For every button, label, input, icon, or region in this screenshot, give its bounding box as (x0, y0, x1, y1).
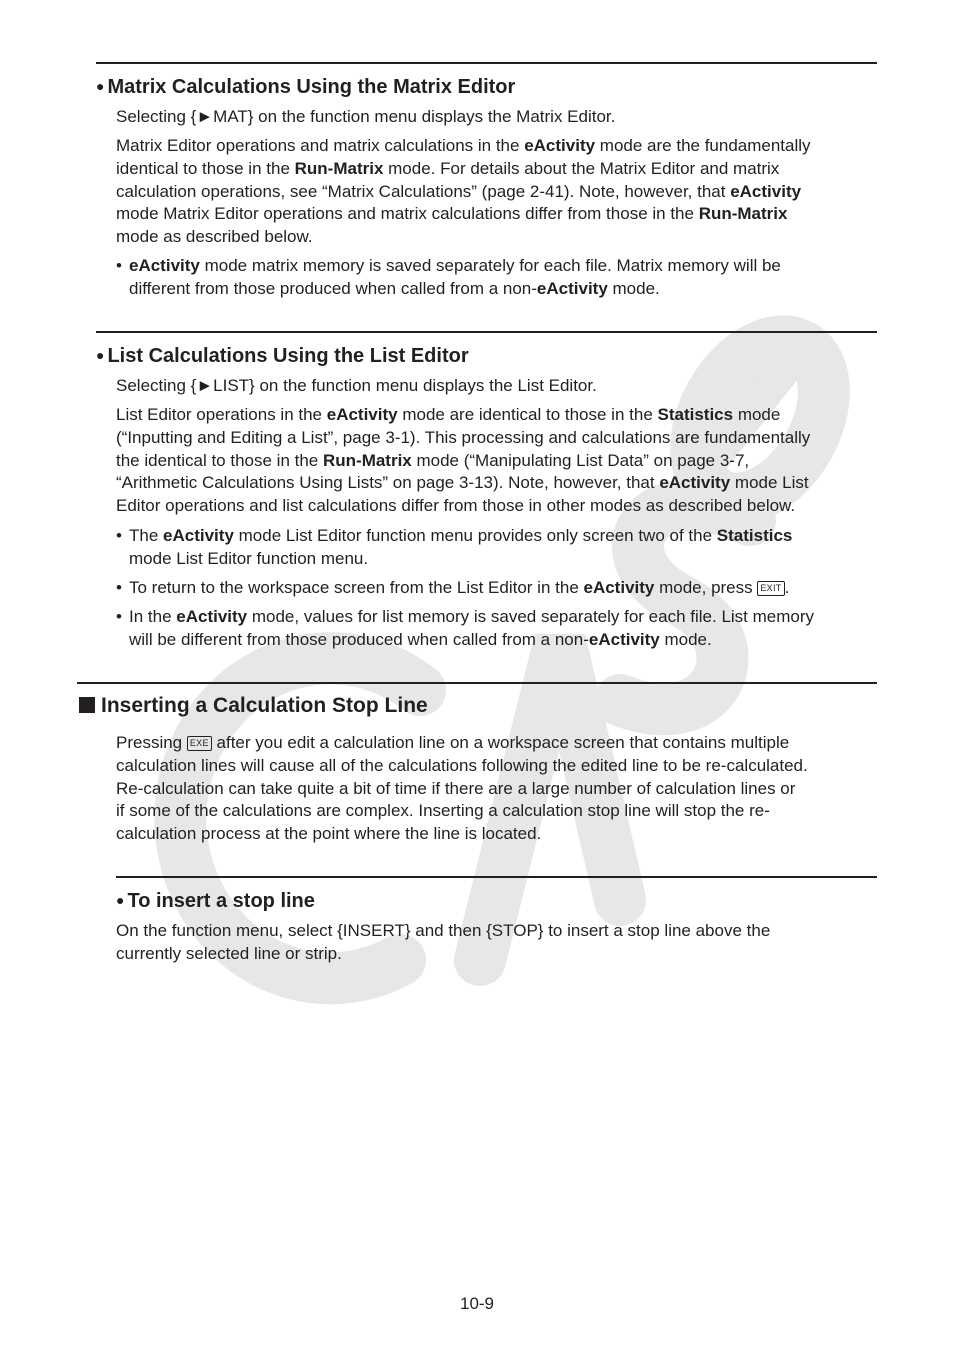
list-bullet-item (116, 577, 790, 600)
list-bullet-item (116, 606, 815, 652)
stop-line-section-heading: Inserting a Calculation Stop Line (79, 694, 428, 718)
insert-stop-line-paragraph (116, 920, 770, 966)
bullet-marker: • (116, 526, 122, 545)
bullet-dot-icon: ● (116, 892, 125, 908)
text-line: List Editor operations in the eActivity mode are identical to those in the Statistics mode (116, 405, 781, 424)
text-line: Matrix Editor operations and matrix calculations in the eActivity mode are the fundamentally (116, 136, 811, 155)
page-number: 10-9 (459, 1294, 495, 1313)
exit-key-icon: EXIT (757, 581, 784, 596)
section-divider (77, 682, 877, 684)
text-line: mode List Editor function menu. (129, 548, 369, 568)
text-line: the identical to those in the Run-Matrix mode (“Manipulating List Data” on page 3-7, (116, 450, 750, 470)
text-line: identical to those in the Run-Matrix mode. For details about the Matrix Editor and matrix (116, 158, 780, 178)
text-line: calculation process at the point where the line is located. (116, 824, 542, 844)
text-line: calculation operations, see “Matrix Calculations” (page 2-41). Note, however, that eActivity (116, 181, 802, 201)
text-line: will be different from those produced when called from a non-eActivity mode. (129, 629, 712, 649)
square-bullet-icon (79, 697, 95, 713)
bullet-marker: • (116, 578, 122, 597)
text-line: To return to the workspace screen from the List Editor in the eActivity mode, press EXIT . (129, 578, 790, 597)
bullet-marker: • (116, 607, 122, 626)
text-line: calculation lines will cause all of the calculations following the edited line to be re-calculated. (116, 755, 808, 775)
section-divider (96, 62, 877, 64)
text-line: Pressing EXE after you edit a calculation line on a workspace screen that contains multiple (116, 733, 790, 752)
text-line: On the function menu, select {INSERT} and then {STOP} to insert a stop line above the (116, 921, 771, 940)
text-line: if some of the calculations are complex. Inserting a calculation stop line will stop the re- (116, 801, 770, 821)
exe-key-icon: EXE (187, 736, 212, 751)
bullet-dot-icon: ● (96, 347, 105, 363)
text-line: “Arithmetic Calculations Using Lists” on page 3-13). Note, however, that eActivity mode List (116, 473, 809, 493)
list-bullet-item (116, 525, 793, 571)
list-intro: Selecting {►LIST} on the function menu displays the List Editor. (116, 376, 597, 395)
matrix-bullet-item (116, 255, 781, 301)
section-divider (116, 876, 877, 878)
text-line: In the eActivity mode, values for list memory is saved separately for each file. List memory (129, 607, 815, 626)
bullet-marker: • (116, 256, 122, 275)
text-line: eActivity mode matrix memory is saved separately for each file. Matrix memory will be (129, 256, 781, 275)
list-paragraph (116, 404, 810, 518)
list-section-heading: ● List Calculations Using the List Editor (96, 345, 469, 367)
text-line: mode Matrix Editor operations and matrix calculations differ from those in the Run-Matrix (116, 204, 788, 224)
insert-stop-line-heading: ● To insert a stop line (116, 890, 315, 912)
text-line: The eActivity mode List Editor function menu provides only screen two of the Statistics (129, 526, 793, 545)
text-line: Editor operations and list calculations differ from those in other modes as described below. (116, 496, 796, 516)
text-line: (“Inputting and Editing a List”, page 3-1). This processing and calculations are fundamentally (116, 427, 811, 447)
stop-line-paragraph (116, 732, 808, 846)
text-line: currently selected line or strip. (116, 943, 342, 963)
text-line: different from those produced when called from a non-eActivity mode. (129, 278, 660, 298)
text-line: Re-calculation can take quite a bit of time if there are a large number of calculation lines or (116, 778, 796, 798)
matrix-paragraph (116, 135, 811, 249)
text-line: mode as described below. (116, 227, 313, 247)
bullet-dot-icon: ● (96, 78, 105, 94)
matrix-section-heading: ● Matrix Calculations Using the Matrix Editor (96, 76, 516, 98)
matrix-intro: Selecting {►MAT} on the function menu displays the Matrix Editor. (116, 107, 616, 126)
section-divider (96, 331, 877, 333)
